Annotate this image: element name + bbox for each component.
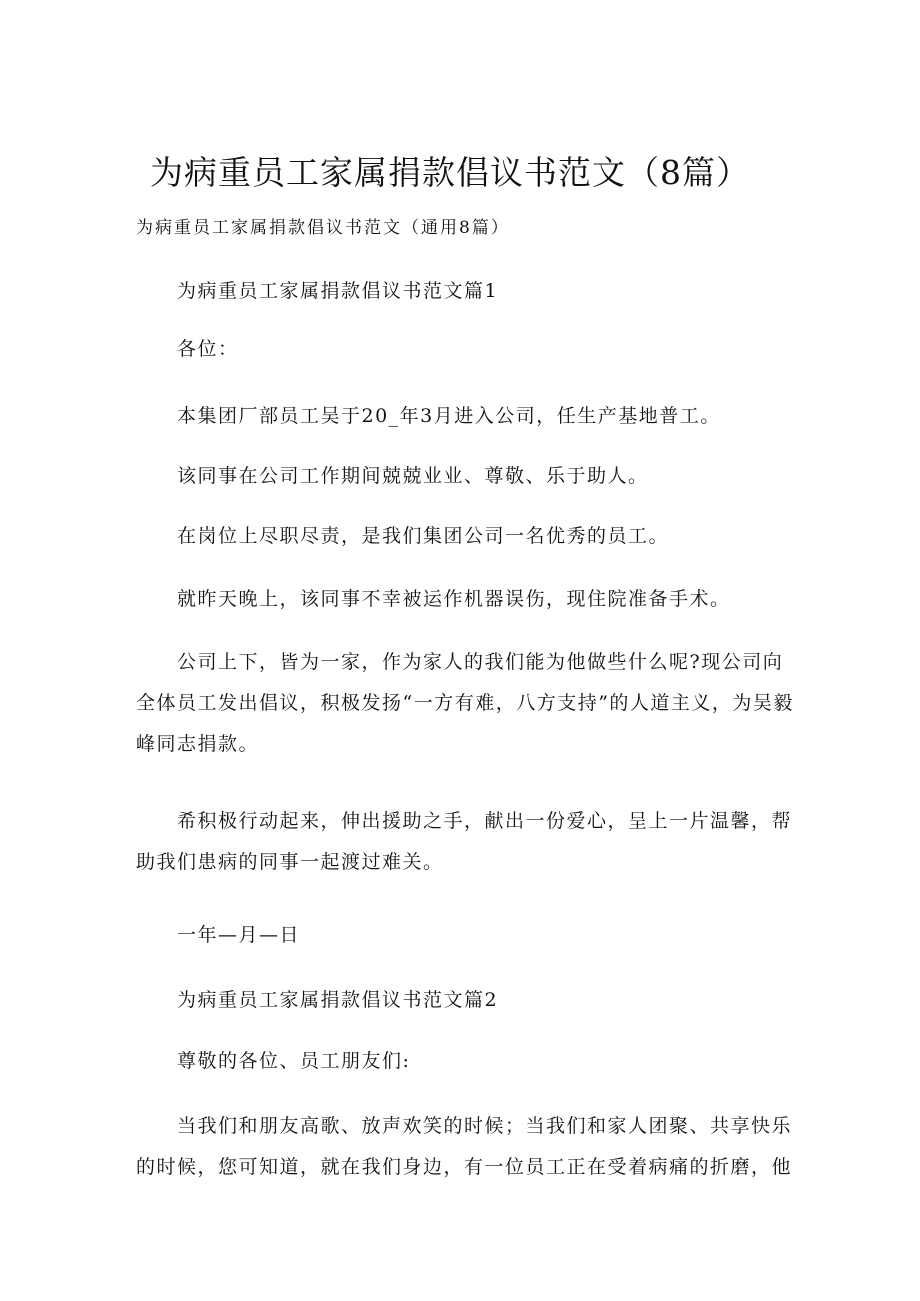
- document-subtitle: 为病重员工家属捐款倡议书范文（通用8篇）: [136, 218, 510, 238]
- section1-paragraph-1: 本集团厂部员工吴于20_年3月进入公司，任生产基地普工。: [177, 405, 721, 427]
- section1-paragraph-6: 希积极行动起来，伸出援助之手，献出一份爱心，呈上一片温馨，帮助我们患病的同事一起渡过难关。: [136, 810, 793, 873]
- document-title: 为病重员工家属捐款倡议书范文（8篇）: [150, 153, 750, 192]
- section1-paragraph-4: 就昨天晚上，该同事不幸被运作机器误伤，现住院准备手术。: [177, 588, 731, 610]
- section2-heading: 为病重员工家属捐款倡议书范文篇2: [177, 989, 499, 1011]
- section1-paragraph-3: 在岗位上尽职尽责，是我们集团公司一名优秀的员工。: [177, 525, 670, 547]
- section1-salutation: 各位：: [177, 338, 239, 360]
- section1-date: 一年—月—日: [177, 924, 301, 946]
- section2-salutation: 尊敬的各位、员工朋友们:: [177, 1050, 411, 1072]
- section1-heading: 为病重员工家属捐款倡议书范文篇1: [177, 280, 499, 302]
- section1-paragraph-5: 公司上下，皆为一家，作为家人的我们能为他做些什么呢?现公司向全体员工发出倡议，积极发扬“一方有难，八方支持”的人道主义，为吴毅峰同志捐款。: [136, 651, 794, 755]
- section2-paragraph-1: 当我们和朋友高歌、放声欢笑的时候；当我们和家人团聚、共享快乐的时候，您可知道，就在我们身边，有一位员工正在受着病痛的折磨，他: [136, 1115, 793, 1178]
- section1-paragraph-2: 该同事在公司工作期间兢兢业业、尊敬、乐于助人。: [177, 465, 649, 487]
